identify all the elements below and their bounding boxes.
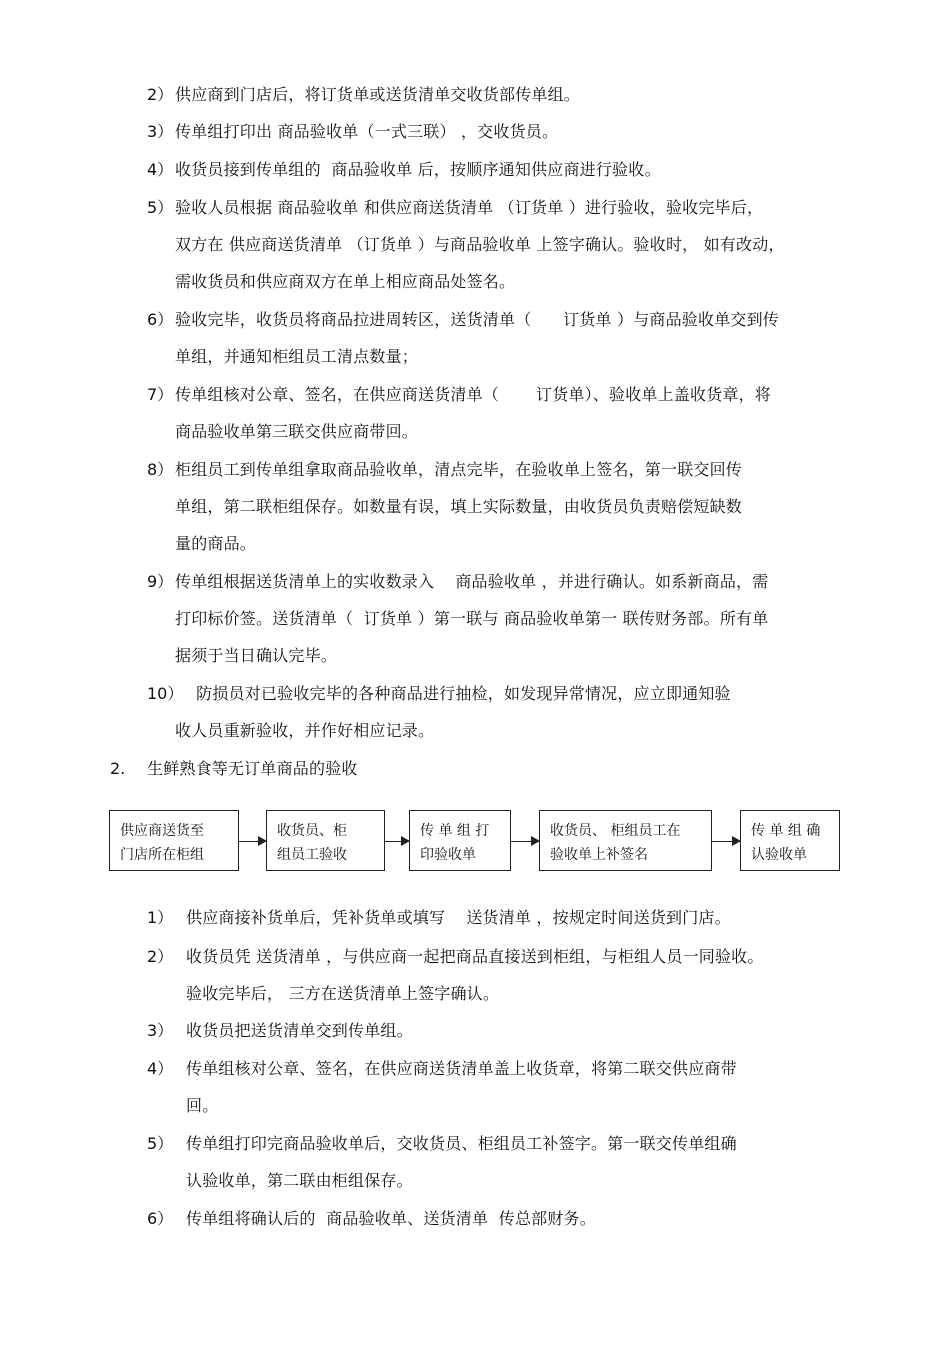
item-number: 4） <box>147 1059 174 1078</box>
item-number: 7） <box>147 385 174 404</box>
flow-box-sign-receipt <box>539 810 712 871</box>
item-text: 验收完毕，收货员将商品拉进周转区，送货清单（ 订货单 ）与商品验收单交到传 <box>175 310 780 329</box>
item-text: 需收货员和供应商双方在单上相应商品处签名。 <box>175 272 516 291</box>
item-number: 9） <box>147 572 174 591</box>
item-number: 5） <box>147 198 174 217</box>
item-number: 1） <box>147 908 174 927</box>
flow-box-line: 验收单上补签名 <box>550 847 648 863</box>
item-text: 供应商接补货单后，凭补货单或填写 送货清单 ，按规定时间送货到门店。 <box>186 908 731 927</box>
item-number: 2） <box>147 85 174 104</box>
item-text: 收货员接到传单组的 商品验收单 后，按顺序通知供应商进行验收。 <box>175 160 661 179</box>
flow-arrow-icon <box>712 841 740 842</box>
item-text: 量的商品。 <box>175 534 257 553</box>
item-text: 传单组核对公章、签名，在供应商送货清单盖上收货章，将第二联交供应商带 <box>186 1059 737 1078</box>
item-number: 4） <box>147 160 174 179</box>
flow-box-line: 印验收单 <box>420 847 476 863</box>
item-text: 传单组打印完商品验收单后，交收货员、柜组员工补签字。第一联交传单组确 <box>186 1134 737 1153</box>
item-text: 回。 <box>186 1096 219 1115</box>
flow-box-line: 供应商送货至 <box>120 823 204 839</box>
item-text: 柜组员工到传单组拿取商品验收单，清点完毕，在验收单上签名，第一联交回传 <box>175 460 743 479</box>
flow-box-line: 收货员、 柜组员工在 <box>550 823 681 839</box>
item-text: 打印标价签。送货清单（ 订货单 ）第一联与 商品验收单第一 联传财务部。所有单 <box>175 609 769 628</box>
item-text: 商品验收单第三联交供应商带回。 <box>175 422 419 441</box>
item-text: 传单组将确认后的 商品验收单、送货清单 传总部财务。 <box>186 1209 596 1228</box>
item-text: 收人员重新验收，并作好相应记录。 <box>175 721 435 740</box>
item-text: 收货员凭 送货清单 ，与供应商一起把商品直接送到柜组，与柜组人员一同验收。 <box>186 947 764 966</box>
item-number: 2） <box>147 947 174 966</box>
flow-arrow-icon <box>511 841 539 842</box>
flow-box-line: 传 单 组 打 <box>420 823 490 839</box>
flow-box-confirm-receipt <box>740 810 840 871</box>
item-number: 3） <box>147 1021 174 1040</box>
flow-box-line: 传 单 组 确 <box>751 823 821 839</box>
flow-box-supplier-delivery <box>109 810 239 871</box>
flow-arrow-icon <box>239 841 266 842</box>
item-text: 据须于当日确认完毕。 <box>175 646 338 665</box>
item-text: 单组，第二联柜组保存。如数量有误，填上实际数量，由收货员负责赔偿短缺数 <box>175 497 743 516</box>
flow-box-receiving-check <box>266 810 385 871</box>
section-number: 2. <box>110 759 126 778</box>
flow-arrow-icon <box>385 841 409 842</box>
item-text: 认验收单，第二联由柜组保存。 <box>186 1171 413 1190</box>
flow-box-print-receipt <box>409 810 511 871</box>
flow-box-line: 门店所在柜组 <box>120 847 204 863</box>
item-number: 6） <box>147 1209 174 1228</box>
item-number: 6） <box>147 310 174 329</box>
item-text: 传单组打印出 商品验收单（一式三联） ，交收货员。 <box>175 122 559 141</box>
item-text: 供应商到门店后，将订货单或送货清单交收货部传单组。 <box>175 85 581 104</box>
flow-box-line: 收货员、柜 <box>277 823 347 839</box>
item-number: 5） <box>147 1134 174 1153</box>
item-number: 8） <box>147 460 174 479</box>
flow-box-line: 组员工验收 <box>277 847 347 863</box>
item-text: 防损员对已验收完毕的各种商品进行抽检，如发现异常情况，应立即通知验 <box>175 684 731 703</box>
item-text: 验收人员根据 商品验收单 和供应商送货清单 （订货单 ）进行验收，验收完毕后， <box>175 198 764 217</box>
item-text: 单组，并通知柜组员工清点数量； <box>175 347 419 366</box>
item-text: 双方在 供应商送货清单 （订货单 ）与商品验收单 上签字确认。验收时， 如有改动， <box>175 235 785 254</box>
item-text: 收货员把送货清单交到传单组。 <box>186 1021 413 1040</box>
item-number: 10） <box>147 684 184 703</box>
flow-box-line: 认验收单 <box>751 847 807 863</box>
item-text: 验收完毕后， 三方在送货清单上签字确认。 <box>186 984 500 1003</box>
item-text: 传单组根据送货清单上的实收数录入 商品验收单 ，并进行确认。如系新商品，需 <box>175 572 769 591</box>
item-number: 3） <box>147 122 174 141</box>
section-title: 生鲜熟食等无订单商品的验收 <box>147 759 358 778</box>
item-text: 传单组核对公章、签名，在供应商送货清单（ 订货单）、验收单上盖收货章，将 <box>175 385 772 404</box>
